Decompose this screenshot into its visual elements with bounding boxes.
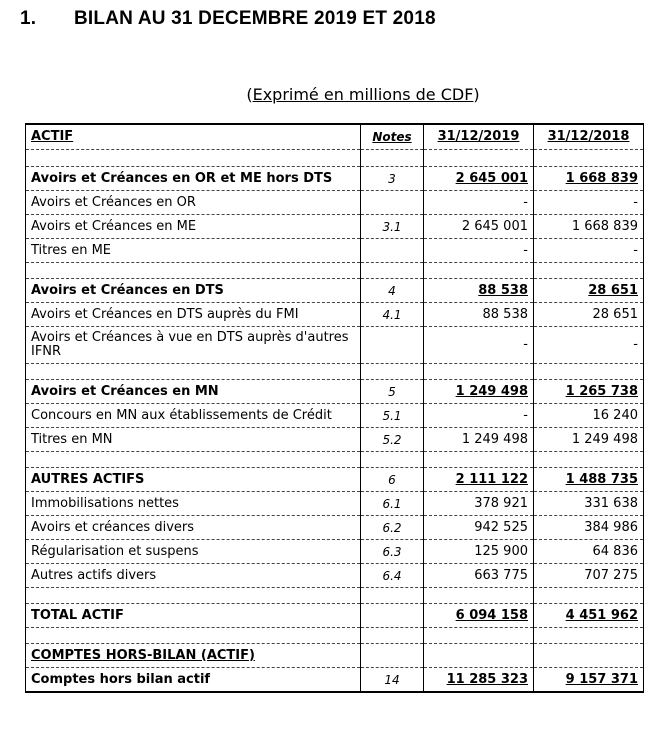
table-row xyxy=(26,492,644,516)
subtitle-open-paren: ( xyxy=(246,85,253,104)
value-2019: - xyxy=(424,404,534,428)
spacer-row xyxy=(26,628,644,644)
spacer-cell xyxy=(424,150,534,167)
value-2019: 88 538 xyxy=(424,279,534,303)
heading-title: BILAN AU 31 DECEMBRE 2019 ET 2018 xyxy=(74,8,436,29)
row-notes: 6 xyxy=(361,468,424,492)
value-2018: - xyxy=(534,327,644,364)
row-notes: 3 xyxy=(361,167,424,191)
row-label: AUTRES ACTIFS xyxy=(26,468,361,492)
table-row xyxy=(26,516,644,540)
table-row xyxy=(26,428,644,452)
value-2018: 28 651 xyxy=(534,279,644,303)
header-2018: 31/12/2018 xyxy=(534,124,644,150)
spacer-cell xyxy=(534,628,644,644)
row-label: Avoirs et Créances en ME xyxy=(26,215,361,239)
row-label: Avoirs et Créances en MN xyxy=(26,380,361,404)
spacer-cell xyxy=(361,364,424,380)
spacer-cell xyxy=(26,628,361,644)
spacer-cell xyxy=(424,263,534,279)
spacer-row xyxy=(26,364,644,380)
value-2019: 125 900 xyxy=(424,540,534,564)
empty-cell xyxy=(424,644,534,668)
row-notes: 4.1 xyxy=(361,303,424,327)
empty-cell xyxy=(361,644,424,668)
row-label: Régularisation et suspens xyxy=(26,540,361,564)
row-label: TOTAL ACTIF xyxy=(26,604,361,628)
row-label: Avoirs et Créances en OR xyxy=(26,191,361,215)
document-heading xyxy=(20,8,436,30)
row-notes: 3.1 xyxy=(361,215,424,239)
value-2019: 2 645 001 xyxy=(424,215,534,239)
table-row xyxy=(26,191,644,215)
value-2019: - xyxy=(424,191,534,215)
value-2018: 331 638 xyxy=(534,492,644,516)
table-row xyxy=(26,239,644,263)
row-label: Avoirs et Créances à vue en DTS auprès d'autres IFNR xyxy=(26,327,361,364)
value-2019: 1 249 498 xyxy=(424,428,534,452)
table-row xyxy=(26,215,644,239)
value-2018: 1 668 839 xyxy=(534,215,644,239)
subtotal-row xyxy=(26,604,644,628)
table-row xyxy=(26,404,644,428)
row-notes: 6.1 xyxy=(361,492,424,516)
row-notes: 6.2 xyxy=(361,516,424,540)
row-label: Avoirs et Créances en OR et ME hors DTS xyxy=(26,167,361,191)
row-notes: 5.2 xyxy=(361,428,424,452)
value-2019: 378 921 xyxy=(424,492,534,516)
spacer-cell xyxy=(26,150,361,167)
row-label: Concours en MN aux établissements de Crédit xyxy=(26,404,361,428)
row-label: Titres en ME xyxy=(26,239,361,263)
row-label: Avoirs et Créances en DTS auprès du FMI xyxy=(26,303,361,327)
value-2018: 4 451 962 xyxy=(534,604,644,628)
subtotal-row xyxy=(26,380,644,404)
spacer-cell xyxy=(361,150,424,167)
row-label: Avoirs et Créances en DTS xyxy=(26,279,361,303)
table-header-row xyxy=(26,124,644,150)
row-notes: 5.1 xyxy=(361,404,424,428)
spacer-cell xyxy=(424,452,534,468)
subtotal-row xyxy=(26,279,644,303)
row-notes: 6.3 xyxy=(361,540,424,564)
balance-sheet-table xyxy=(25,123,644,693)
units-subtitle xyxy=(0,85,664,104)
spacer-row xyxy=(26,452,644,468)
empty-cell xyxy=(534,644,644,668)
value-2019: 942 525 xyxy=(424,516,534,540)
value-2018: - xyxy=(534,239,644,263)
spacer-cell xyxy=(534,452,644,468)
value-2018: 64 836 xyxy=(534,540,644,564)
subtotal-row xyxy=(26,668,644,693)
row-notes: 4 xyxy=(361,279,424,303)
spacer-cell xyxy=(26,364,361,380)
row-notes xyxy=(361,191,424,215)
spacer-cell xyxy=(534,150,644,167)
row-notes: 6.4 xyxy=(361,564,424,588)
spacer-row xyxy=(26,150,644,167)
value-2019: - xyxy=(424,327,534,364)
section-label: COMPTES HORS-BILAN (ACTIF) xyxy=(26,644,361,668)
row-label: Comptes hors bilan actif xyxy=(26,668,361,693)
heading-number: 1. xyxy=(20,8,37,29)
spacer-cell xyxy=(361,263,424,279)
value-2019: 2 645 001 xyxy=(424,167,534,191)
table-row xyxy=(26,564,644,588)
row-label: Avoirs et créances divers xyxy=(26,516,361,540)
row-notes xyxy=(361,604,424,628)
value-2018: 9 157 371 xyxy=(534,668,644,693)
spacer-cell xyxy=(26,452,361,468)
row-notes: 14 xyxy=(361,668,424,693)
value-2018: 384 986 xyxy=(534,516,644,540)
row-label: Immobilisations nettes xyxy=(26,492,361,516)
value-2018: 1 265 738 xyxy=(534,380,644,404)
balance-sheet-body xyxy=(26,124,644,692)
header-2019: 31/12/2019 xyxy=(424,124,534,150)
subtotal-row xyxy=(26,167,644,191)
subtotal-row xyxy=(26,468,644,492)
spacer-cell xyxy=(424,588,534,604)
value-2019: 2 111 122 xyxy=(424,468,534,492)
spacer-cell xyxy=(361,588,424,604)
spacer-row xyxy=(26,588,644,604)
value-2019: 663 775 xyxy=(424,564,534,588)
spacer-cell xyxy=(534,588,644,604)
table-row xyxy=(26,303,644,327)
value-2018: - xyxy=(534,191,644,215)
header-actif: ACTIF xyxy=(26,124,361,150)
row-label: Autres actifs divers xyxy=(26,564,361,588)
spacer-cell xyxy=(26,588,361,604)
table-row xyxy=(26,327,644,364)
row-label: Titres en MN xyxy=(26,428,361,452)
row-notes xyxy=(361,327,424,364)
value-2019: 88 538 xyxy=(424,303,534,327)
spacer-cell xyxy=(424,364,534,380)
value-2018: 16 240 xyxy=(534,404,644,428)
value-2018: 28 651 xyxy=(534,303,644,327)
units-text: Exprimé en millions de CDF xyxy=(252,85,474,104)
value-2019: 6 094 158 xyxy=(424,604,534,628)
subtitle-close-paren: ) xyxy=(473,85,480,104)
table-row xyxy=(26,540,644,564)
spacer-cell xyxy=(534,364,644,380)
value-2019: 11 285 323 xyxy=(424,668,534,693)
row-notes: 5 xyxy=(361,380,424,404)
value-2018: 1 249 498 xyxy=(534,428,644,452)
spacer-cell xyxy=(361,452,424,468)
value-2019: - xyxy=(424,239,534,263)
spacer-cell xyxy=(26,263,361,279)
spacer-row xyxy=(26,263,644,279)
spacer-cell xyxy=(424,628,534,644)
value-2019: 1 249 498 xyxy=(424,380,534,404)
row-notes xyxy=(361,239,424,263)
section-header-row xyxy=(26,644,644,668)
value-2018: 1 488 735 xyxy=(534,468,644,492)
header-notes: Notes xyxy=(361,124,424,150)
value-2018: 707 275 xyxy=(534,564,644,588)
spacer-cell xyxy=(361,628,424,644)
spacer-cell xyxy=(534,263,644,279)
value-2018: 1 668 839 xyxy=(534,167,644,191)
